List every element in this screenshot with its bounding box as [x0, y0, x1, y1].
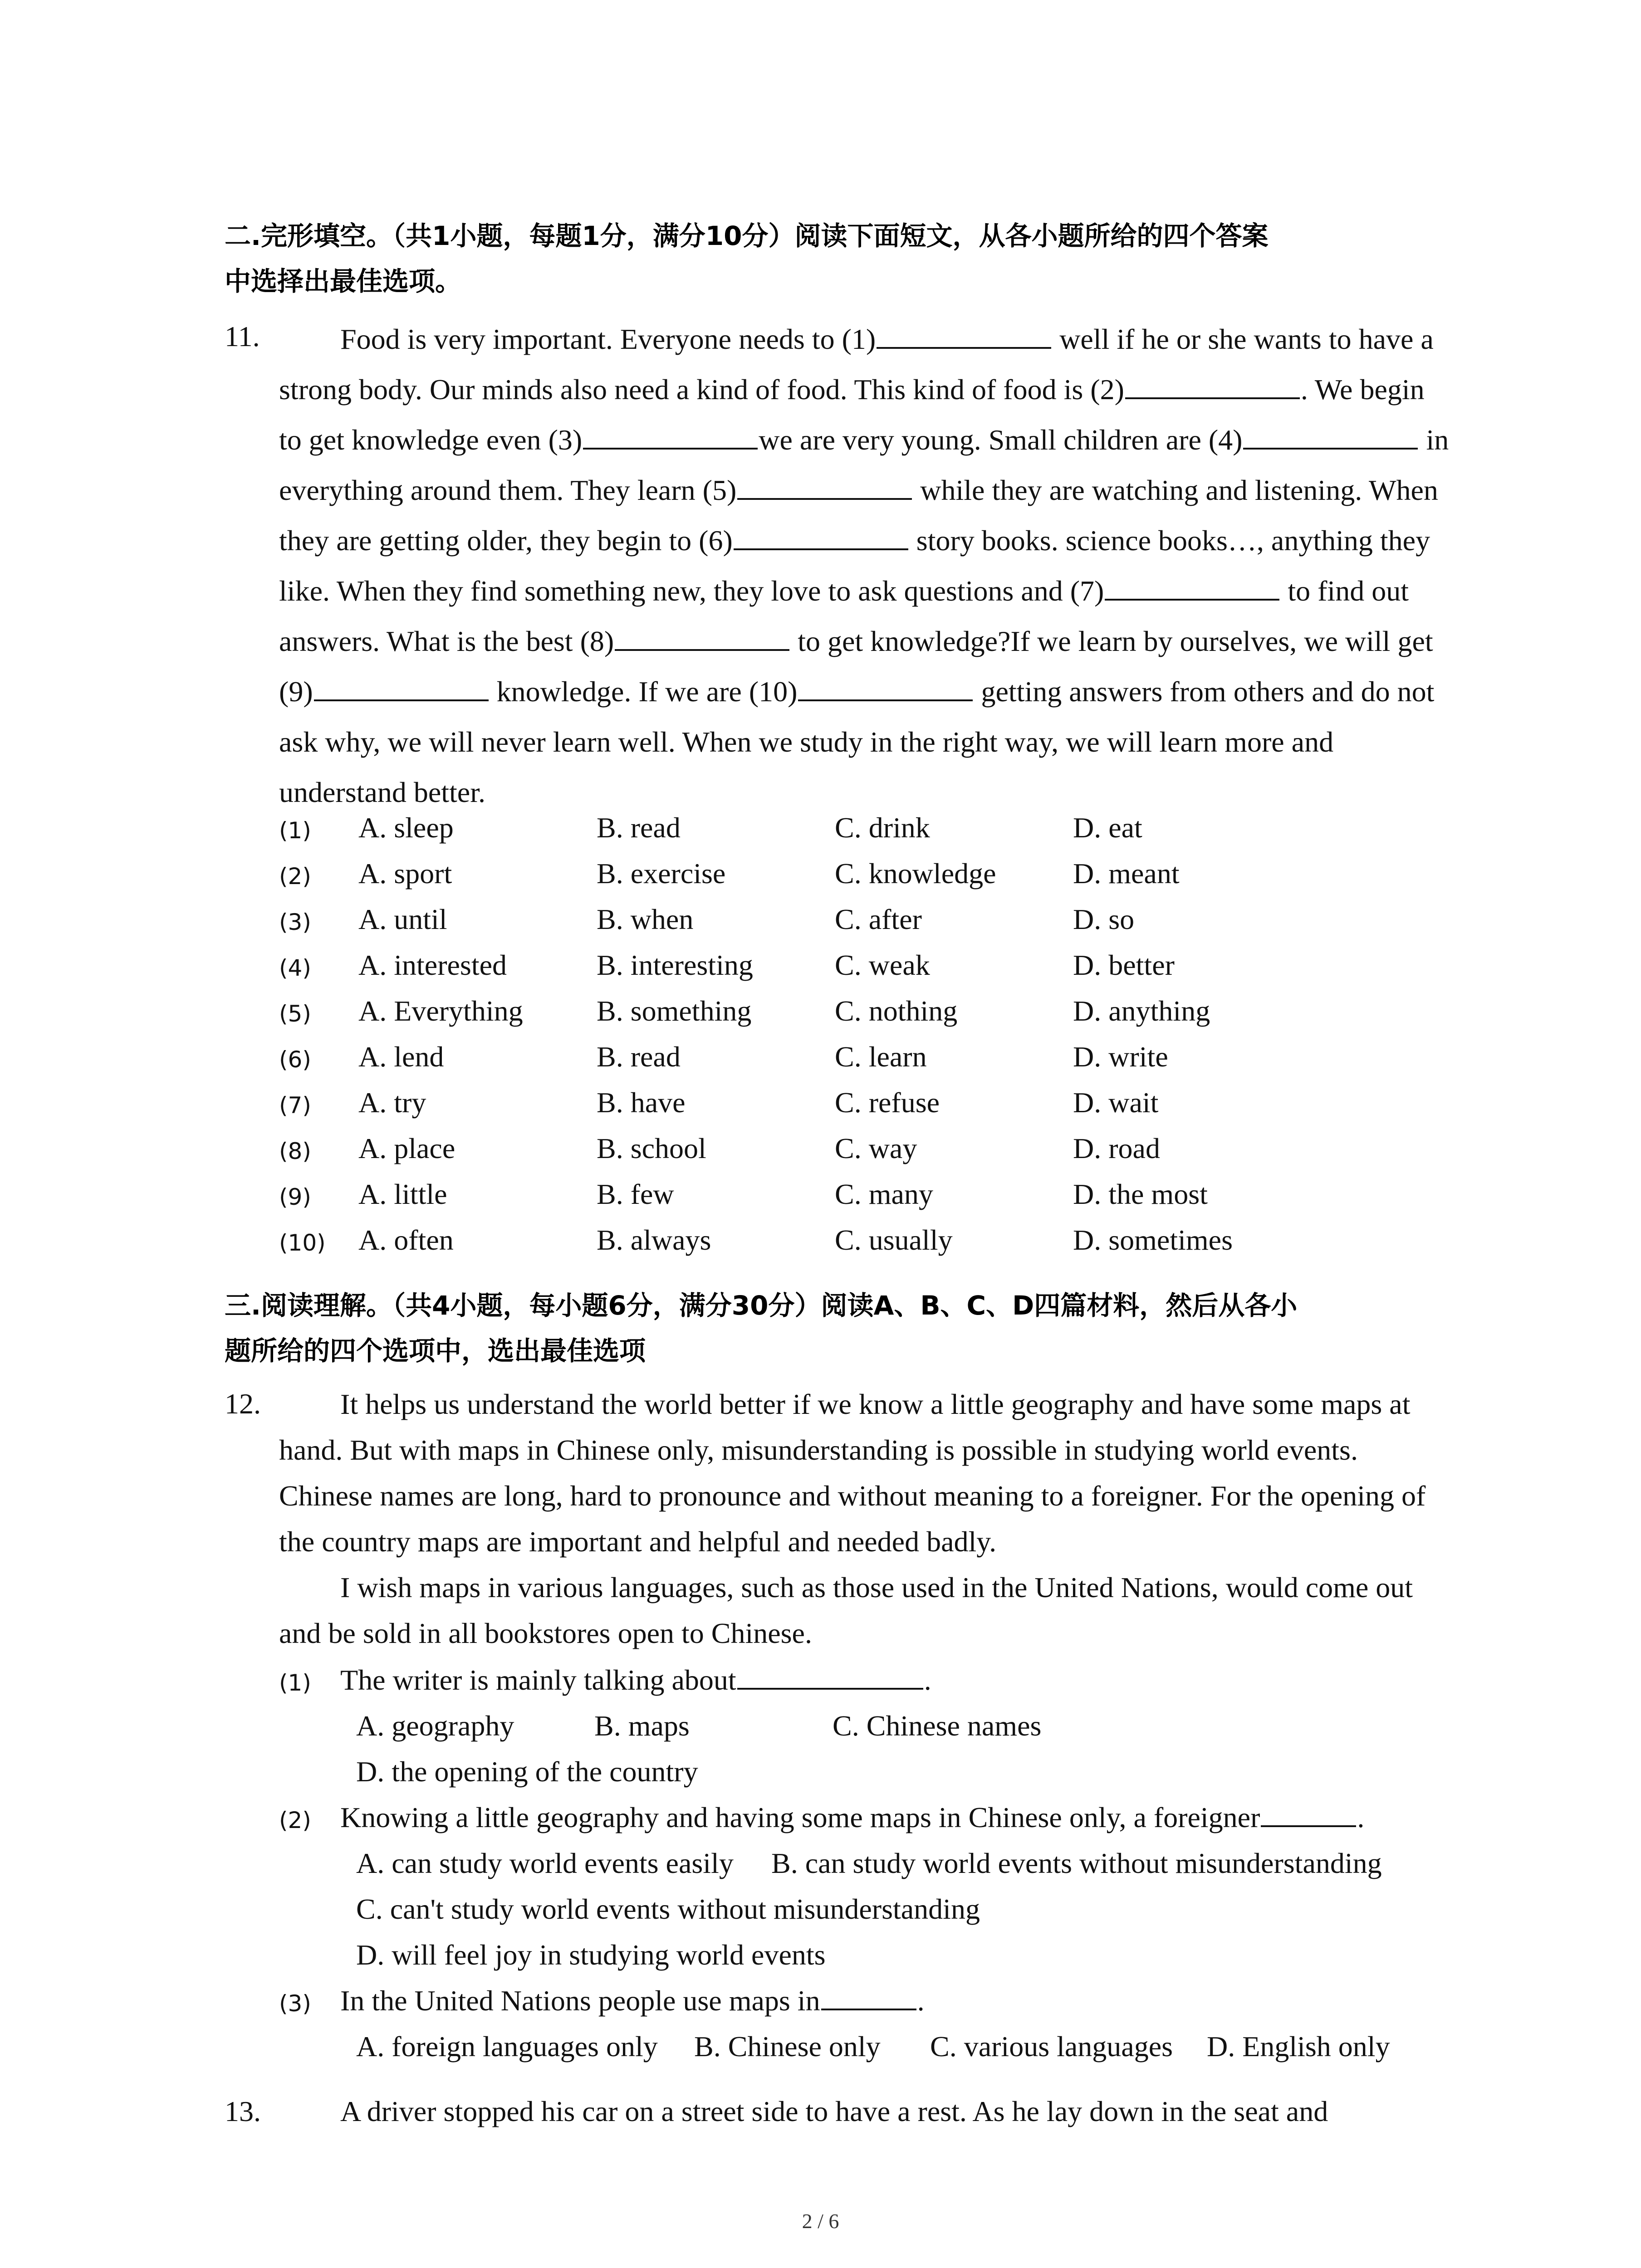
- option-b[interactable]: B. interesting: [597, 949, 753, 981]
- option-row-6: [279, 1034, 1450, 1080]
- passage-text: to find out answers. What is the best (8): [279, 575, 1409, 657]
- option-number: (9): [279, 1184, 311, 1210]
- sub1-option-d[interactable]: D. the opening of the country: [356, 1755, 698, 1788]
- answer-blank-3[interactable]: [583, 423, 758, 450]
- option-c[interactable]: C. after: [835, 903, 922, 935]
- option-d[interactable]: D. write: [1073, 1041, 1168, 1073]
- cloze-passage: [279, 314, 1450, 817]
- option-number: (7): [279, 1092, 311, 1119]
- option-number: (1): [279, 817, 311, 844]
- option-row-4: [279, 943, 1450, 988]
- option-row-2: [279, 851, 1450, 896]
- option-number: (10): [279, 1230, 326, 1256]
- option-a[interactable]: A. try: [358, 1086, 426, 1119]
- sub-question-text: Knowing a little geography and having some maps in Chinese only, a foreigner: [340, 1801, 1260, 1833]
- passage-text: getting answers from others and do not ask why, we will never learn well. When we study in the right way, we will learn more and understand better.: [279, 675, 1435, 808]
- passage-text: to get knowledge?If we learn by ourselves, we will get (9): [279, 625, 1433, 708]
- answer-blank-2[interactable]: [1125, 373, 1300, 399]
- option-b[interactable]: B. when: [597, 903, 694, 935]
- passage-text: in everything around them. They learn (5): [279, 424, 1449, 506]
- option-d[interactable]: D. sometimes: [1073, 1224, 1233, 1256]
- option-number: (4): [279, 955, 311, 981]
- option-b[interactable]: B. school: [597, 1132, 706, 1164]
- option-a[interactable]: A. sleep: [358, 811, 454, 844]
- option-d[interactable]: D. the most: [1073, 1178, 1208, 1210]
- sub1-option-a[interactable]: A. geography: [356, 1710, 514, 1742]
- option-c[interactable]: C. nothing: [835, 995, 958, 1027]
- option-b[interactable]: B. have: [597, 1086, 686, 1119]
- sub-question-2: [279, 1795, 1450, 1840]
- option-b[interactable]: B. exercise: [597, 857, 726, 890]
- option-b[interactable]: B. always: [597, 1224, 711, 1256]
- option-a[interactable]: A. little: [358, 1178, 447, 1210]
- sub-question-text: The writer is mainly talking about: [340, 1664, 736, 1696]
- option-c[interactable]: C. knowledge: [835, 857, 996, 890]
- sub-question-3: [279, 1978, 1450, 2024]
- passage-text: we are very young. Small children are (4): [759, 424, 1243, 456]
- sub-question-end: .: [917, 1984, 925, 2017]
- option-number: (8): [279, 1138, 311, 1164]
- sub-question-number: (2): [279, 1807, 311, 1833]
- option-c[interactable]: C. way: [835, 1132, 917, 1164]
- passage-text: Food is very important. Everyone needs to (1): [340, 323, 876, 355]
- option-b[interactable]: B. few: [597, 1178, 674, 1210]
- passage-text: story books. science books…, anything they like. When they find something new, they love to ask questions and (7): [279, 524, 1430, 607]
- option-number: (6): [279, 1046, 311, 1073]
- answer-blank-6[interactable]: [734, 524, 908, 550]
- section-heading-cloze-line1: 二.完形填空。（共1小题，每题1分，满分10分）阅读下面短文，从各小题所给的四个答案: [225, 220, 1269, 251]
- sub2-option-b[interactable]: B. can study world events without misunderstanding: [771, 1847, 1382, 1879]
- sub1-option-b[interactable]: B. maps: [594, 1710, 690, 1742]
- question-number-12: 12.: [225, 1388, 261, 1420]
- answer-blank-9[interactable]: [314, 675, 489, 701]
- option-d[interactable]: D. road: [1073, 1132, 1160, 1164]
- sub2-option-a[interactable]: A. can study world events easily: [356, 1847, 734, 1879]
- option-row-5: [279, 988, 1450, 1034]
- section-heading-cloze-line2: 中选择出最佳选项。: [225, 266, 462, 297]
- passage-text: while they are watching and listening. When they are getting older, they begin to (6): [279, 474, 1438, 557]
- option-a[interactable]: A. sport: [358, 857, 452, 890]
- sub-question-number: (3): [279, 1990, 311, 2017]
- option-d[interactable]: D. so: [1073, 903, 1135, 935]
- option-c[interactable]: C. weak: [835, 949, 930, 981]
- option-d[interactable]: D. better: [1073, 949, 1175, 981]
- answer-blank-7[interactable]: [1105, 574, 1279, 601]
- section-heading-cloze: [225, 213, 1450, 304]
- answer-blank[interactable]: [737, 1663, 923, 1690]
- question-number-11: 11.: [225, 320, 260, 352]
- option-number: (5): [279, 1001, 311, 1027]
- sub1-option-c[interactable]: C. Chinese names: [833, 1710, 1042, 1742]
- passage-text: knowledge. If we are (10): [489, 675, 798, 708]
- option-d[interactable]: D. wait: [1073, 1086, 1159, 1119]
- question-13-text: A driver stopped his car on a street side to have a rest. As he lay down in the seat and: [340, 2095, 1328, 2127]
- option-c[interactable]: C. learn: [835, 1041, 927, 1073]
- option-c[interactable]: C. many: [835, 1178, 933, 1210]
- section-heading-reading-line1: 三.阅读理解。（共4小题，每小题6分，满分30分）阅读A、B、C、D四篇材料，然后从各小: [225, 1290, 1298, 1321]
- option-d[interactable]: D. eat: [1073, 811, 1142, 844]
- option-b[interactable]: B. read: [597, 1041, 681, 1073]
- option-row-8: [279, 1126, 1450, 1171]
- option-a[interactable]: A. Everything: [358, 995, 523, 1027]
- answer-blank-1[interactable]: [877, 323, 1051, 349]
- answer-blank-8[interactable]: [615, 625, 789, 651]
- sub3-option-d[interactable]: D. English only: [1207, 2030, 1390, 2063]
- passage-text: . We begin to get knowledge even (3): [279, 373, 1425, 456]
- option-d[interactable]: D. anything: [1073, 995, 1210, 1027]
- sub3-option-a[interactable]: A. foreign languages only: [356, 2030, 658, 2063]
- option-row-9: [279, 1172, 1450, 1217]
- option-d[interactable]: D. meant: [1073, 857, 1180, 890]
- sub-question-text: In the United Nations people use maps in: [340, 1984, 820, 2017]
- option-a[interactable]: A. interested: [358, 949, 507, 981]
- option-a[interactable]: A. place: [358, 1132, 456, 1164]
- question-number-13: 13.: [225, 2095, 261, 2127]
- sub2-option-d[interactable]: D. will feel joy in studying world events: [356, 1939, 826, 1971]
- option-row-10: [279, 1217, 1450, 1263]
- sub-question-number: (1): [279, 1670, 311, 1696]
- sub3-option-b[interactable]: B. Chinese only: [694, 2030, 881, 2063]
- reading-passage-paragraph-2: I wish maps in various languages, such as those used in the United Nations, would come out and be sold in all bookstores open to Chinese.: [279, 1571, 1413, 1649]
- option-number: (3): [279, 909, 311, 935]
- option-c[interactable]: C. usually: [835, 1224, 953, 1256]
- section-heading-reading-line2: 题所给的四个选项中，选出最佳选项: [225, 1335, 646, 1366]
- sub2-option-c[interactable]: C. can't study world events without misunderstanding: [356, 1893, 980, 1925]
- sub-question-end: .: [924, 1664, 931, 1696]
- reading-passage-paragraph-1: It helps us understand the world better if we know a little geography and have some maps at hand. But with maps in Chinese only, misunderstanding is possible in studying world events. Chinese names are long, hard to pronounce and without meaning to a foreigner. For the opening of the country maps are important and helpful and needed badly.: [279, 1388, 1426, 1558]
- option-b[interactable]: B. read: [597, 811, 681, 844]
- option-row-1: [279, 805, 1450, 850]
- sub-question-end: .: [1357, 1801, 1365, 1833]
- section-heading-reading: [225, 1283, 1450, 1374]
- option-a[interactable]: A. lend: [358, 1041, 444, 1073]
- answer-blank[interactable]: [821, 1984, 916, 2010]
- answer-blank[interactable]: [1261, 1801, 1356, 1827]
- passage-text: well if he or she wants to have a strong body. Our minds also need a kind of food. This kind of food is (2): [279, 323, 1434, 406]
- sub-question-1: [279, 1657, 1450, 1703]
- option-b[interactable]: B. something: [597, 995, 752, 1027]
- option-a[interactable]: A. often: [358, 1224, 454, 1256]
- sub3-option-c[interactable]: C. various languages: [930, 2030, 1173, 2063]
- option-row-3: [279, 897, 1450, 942]
- answer-blank-5[interactable]: [737, 474, 912, 500]
- answer-blank-4[interactable]: [1243, 423, 1418, 450]
- option-c[interactable]: C. drink: [835, 811, 930, 844]
- answer-blank-10[interactable]: [798, 675, 973, 701]
- option-number: (2): [279, 863, 311, 890]
- option-row-7: [279, 1080, 1450, 1125]
- option-a[interactable]: A. until: [358, 903, 447, 935]
- option-c[interactable]: C. refuse: [835, 1086, 940, 1119]
- page-number: 2 / 6: [802, 2209, 839, 2233]
